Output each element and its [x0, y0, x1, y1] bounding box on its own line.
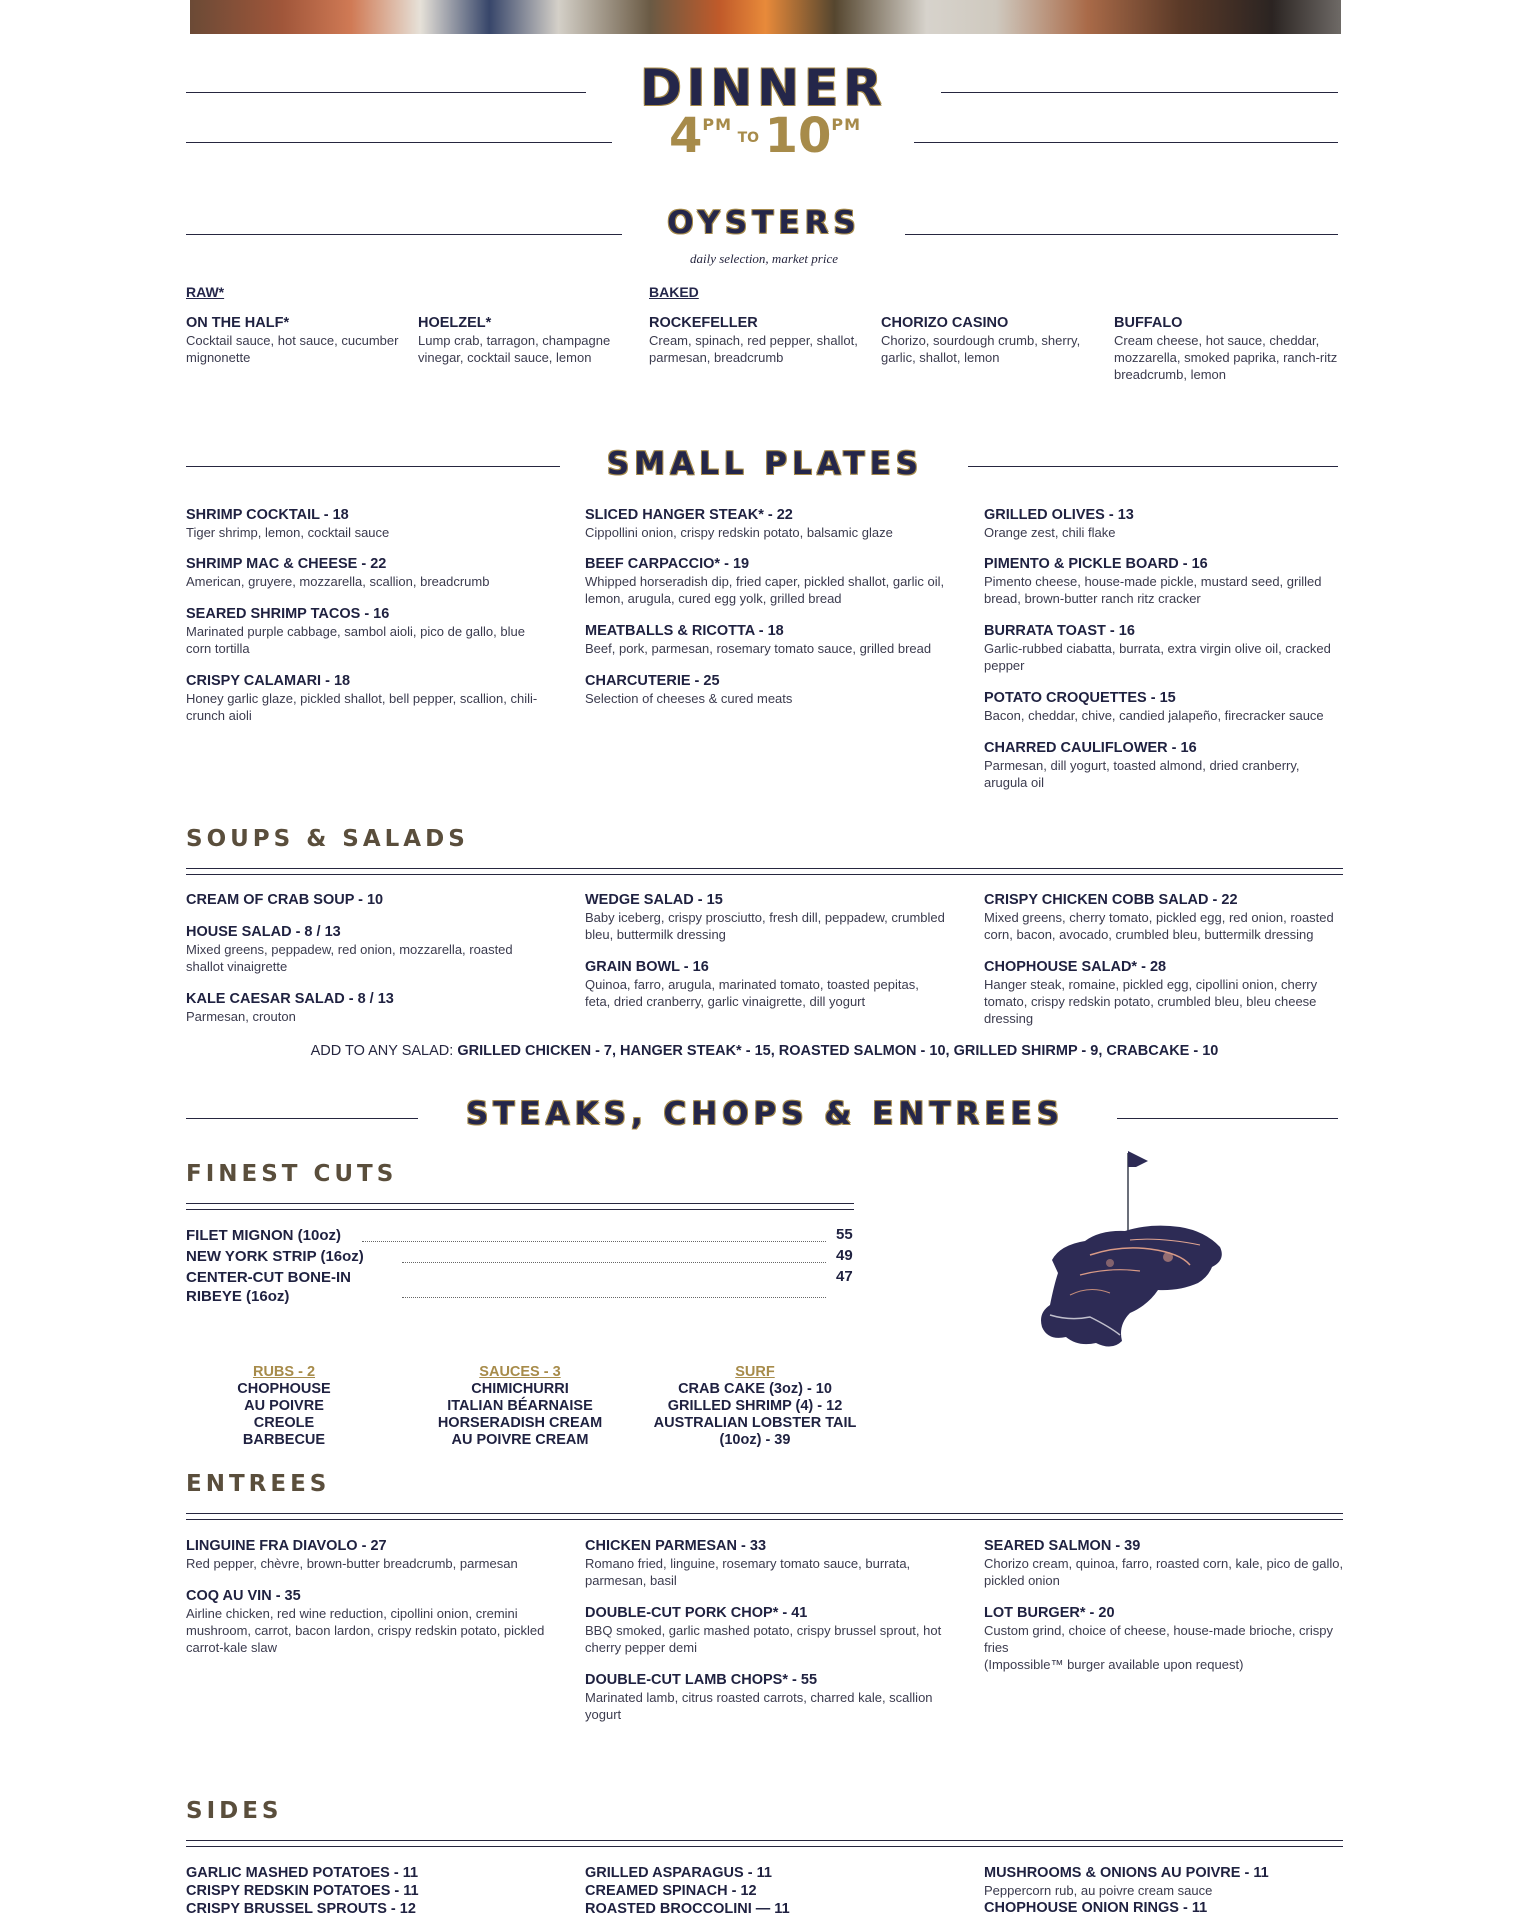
item-name: ON THE HALF*	[186, 315, 290, 331]
double-divider	[186, 1203, 854, 1210]
list-item	[984, 555, 1344, 607]
leader-dots	[362, 1241, 826, 1242]
menu-title: DINNER	[640, 59, 887, 117]
cut-price: 55	[836, 1226, 853, 1243]
item-name: PIMENTO & PICKLE BOARD - 16	[984, 556, 1208, 572]
item-desc: Custom grind, choice of cheese, house-made brioche, crispy fries	[984, 1623, 1334, 1655]
list-item	[585, 622, 945, 657]
item-desc: Chorizo, sourdough crumb, sherry, garlic, shallot, lemon	[881, 333, 1081, 365]
rub-item: CHOPHOUSE	[237, 1381, 331, 1397]
item-name: SLICED HANGER STEAK* - 22	[585, 507, 793, 523]
item-desc: Cream cheese, hot sauce, cheddar, mozzarella, smoked paprika, ranch-ritz breadcrumb, lemon	[1114, 333, 1338, 382]
item-name: CREAMED SPINACH - 12	[585, 1883, 757, 1899]
item-name: CHICKEN PARMESAN - 33	[585, 1538, 767, 1554]
item-desc: Garlic-rubbed ciabatta, burrata, extra virgin olive oil, cracked pepper	[984, 641, 1331, 673]
item-name: GRAIN BOWL - 16	[585, 959, 709, 975]
divider	[1117, 1118, 1338, 1119]
double-divider	[186, 1513, 1343, 1520]
divider	[186, 1118, 418, 1119]
item-name: DOUBLE-CUT LAMB CHOPS* - 55	[585, 1672, 818, 1688]
item-name: LINGUINE FRA DIAVOLO - 27	[186, 1538, 387, 1554]
item-name: COQ AU VIN - 35	[186, 1588, 301, 1604]
list-item	[585, 555, 945, 607]
list-item	[585, 1604, 945, 1656]
item-name: SEARED SHRIMP TACOS - 16	[186, 606, 390, 622]
item-name: LOT BURGER* - 20	[984, 1605, 1115, 1621]
item-name: ROASTED BROCCOLINI — 11	[585, 1901, 790, 1917]
list-item	[585, 672, 945, 707]
divider	[914, 142, 1338, 143]
oysters-note: daily selection, market price	[689, 251, 838, 266]
surf-item: AUSTRALIAN LOBSTER TAIL	[653, 1415, 857, 1431]
item-desc: Red pepper, chèvre, brown-butter breadcrumb, parmesan	[186, 1556, 518, 1571]
item-name: MUSHROOMS & ONIONS AU POIVRE - 11	[984, 1865, 1269, 1881]
sauce-item: HORSERADISH CREAM	[437, 1415, 603, 1431]
rub-item: BARBECUE	[242, 1432, 326, 1448]
item-desc: Beef, pork, parmesan, rosemary tomato sauce, grilled bread	[585, 641, 932, 656]
hours-start: 4	[668, 108, 703, 164]
section-title-oysters: OYSTERS	[667, 205, 861, 241]
item-desc: Mixed greens, peppadew, red onion, mozzarella, roasted shallot vinaigrette	[186, 942, 513, 974]
item-name: CHOPHOUSE ONION RINGS - 11	[984, 1900, 1208, 1916]
sauce-item: AU POIVRE CREAM	[451, 1432, 589, 1448]
cut-price: 49	[836, 1247, 853, 1264]
item-desc: Peppercorn rub, au poivre cream sauce	[984, 1883, 1213, 1898]
item-desc: BBQ smoked, garlic mashed potato, crispy brussel sprout, hot cherry pepper demi	[585, 1623, 942, 1655]
sauce-item: ITALIAN BÉARNAISE	[447, 1398, 593, 1414]
double-divider	[186, 1840, 1343, 1847]
list-item	[186, 555, 546, 590]
hours-end: 10	[764, 108, 832, 164]
list-item	[186, 506, 546, 541]
cut-name: FILET MIGNON (10oz)	[186, 1227, 341, 1244]
item-name: CRISPY CALAMARI - 18	[186, 673, 351, 689]
list-item	[585, 1864, 945, 1918]
list-item	[186, 672, 546, 724]
item-desc: Hanger steak, romaine, pickled egg, cipollini onion, cherry tomato, crispy redskin potato, crumbled bleu, bleu cheese dressing	[984, 977, 1318, 1026]
rub-item: AU POIVRE	[244, 1398, 324, 1414]
item-name: CRISPY CHICKEN COBB SALAD - 22	[984, 892, 1238, 908]
rubs-column	[204, 1364, 364, 1449]
item-desc: Marinated lamb, citrus roasted carrots, charred kale, scallion yogurt	[585, 1690, 933, 1722]
hours-start-suffix: PM	[702, 115, 732, 134]
addon-items: GRILLED CHICKEN - 7, HANGER STEAK* - 15, ROASTED SALMON - 10, GRILLED SHIRMP - 9, CRABCAKE - 10	[457, 1043, 1219, 1059]
surf-item: CRAB CAKE (3oz) - 10	[678, 1381, 832, 1397]
cut-name: NEW YORK STRIP (16oz)	[186, 1248, 364, 1265]
item-name: BUFFALO	[1114, 315, 1183, 331]
item-desc: Parmesan, crouton	[186, 1009, 296, 1024]
item-name: KALE CAESAR SALAD - 8 / 13	[186, 991, 394, 1007]
divider	[941, 92, 1338, 93]
cut-price: 47	[836, 1268, 853, 1285]
divider	[186, 142, 612, 143]
leader-dots	[402, 1262, 826, 1263]
surf-item: GRILLED SHRIMP (4) - 12	[667, 1398, 843, 1414]
list-item	[186, 891, 546, 909]
item-name: GRILLED OLIVES - 13	[984, 507, 1134, 523]
item-name: CHARRED CAULIFLOWER - 16	[984, 740, 1197, 756]
item-name: POTATO CROQUETTES - 15	[984, 690, 1176, 706]
divider	[186, 234, 622, 235]
list-item	[186, 1864, 546, 1918]
item-desc: Cream, spinach, red pepper, shallot, parmesan, breadcrumb	[649, 333, 858, 365]
rubs-head: RUBS - 2	[252, 1364, 316, 1380]
list-item	[186, 990, 546, 1025]
list-item	[984, 739, 1344, 791]
item-desc: Airline chicken, red wine reduction, cipollini onion, cremini mushroom, carrot, bacon lardon, crispy redskin potato, pickled carrot-kale slaw	[186, 1606, 545, 1655]
item-name: CRISPY REDSKIN POTATOES - 11	[186, 1883, 419, 1899]
list-item	[984, 622, 1344, 674]
list-item	[585, 506, 945, 541]
item-name: SEARED SALMON - 39	[984, 1538, 1141, 1554]
divider	[186, 466, 560, 467]
item-desc: Orange zest, chili flake	[984, 525, 1116, 540]
item-name: GRILLED ASPARAGUS - 11	[585, 1865, 772, 1881]
item-name: BURRATA TOAST - 16	[984, 623, 1135, 639]
list-item	[186, 1537, 546, 1572]
item-name: HOELZEL*	[418, 315, 492, 331]
list-item	[186, 1587, 546, 1656]
list-item	[881, 314, 1101, 366]
item-desc: Cocktail sauce, hot sauce, cucumber mignonette	[186, 333, 399, 365]
item-desc: Pimento cheese, house-made pickle, mustard seed, grilled bread, brown-butter ranch ritz cracker	[984, 574, 1322, 606]
addon-label: ADD TO ANY SALAD:	[310, 1043, 454, 1059]
surf-item: (10oz) - 39	[719, 1432, 791, 1448]
list-item	[984, 1537, 1344, 1589]
item-desc: Romano fried, linguine, rosemary tomato sauce, burrata, parmesan, basil	[585, 1556, 911, 1588]
item-desc: Whipped horseradish dip, fried caper, pickled shallot, garlic oil, lemon, arugula, cured egg yolk, grilled bread	[585, 574, 945, 606]
surf-column	[650, 1364, 860, 1449]
item-desc: Cippollini onion, crispy redskin potato, balsamic glaze	[585, 525, 893, 540]
list-item	[984, 1604, 1344, 1673]
oysters-baked-label: BAKED	[649, 284, 699, 300]
list-item	[585, 1671, 945, 1723]
item-name: WEDGE SALAD - 15	[585, 892, 723, 908]
item-desc: Tiger shrimp, lemon, cocktail sauce	[186, 525, 390, 540]
item-desc: Quinoa, farro, arugula, marinated tomato, toasted pepitas, feta, dried cranberry, garlic vinaigrette, dill yogurt	[585, 977, 919, 1009]
list-item	[186, 923, 546, 975]
item-desc: Parmesan, dill yogurt, toasted almond, dried cranberry, arugula oil	[984, 758, 1300, 790]
hours-end-suffix: PM	[831, 115, 862, 134]
item-desc: Honey garlic glaze, pickled shallot, bell pepper, scallion, chili-crunch aioli	[186, 691, 538, 723]
item-desc: Mixed greens, cherry tomato, pickled egg, red onion, roasted corn, bacon, avocado, crumbled bleu, buttermilk dressing	[984, 910, 1334, 942]
item-desc: Selection of cheeses & cured meats	[585, 691, 793, 706]
divider	[186, 92, 586, 93]
list-item	[585, 1537, 945, 1589]
sauces-head: SAUCES - 3	[479, 1364, 561, 1380]
list-item	[585, 891, 945, 943]
section-title-sides: SIDES	[186, 1798, 283, 1824]
section-title-soups-salads: SOUPS & SALADS	[186, 826, 469, 852]
list-item	[585, 958, 945, 1010]
item-name: SHRIMP COCKTAIL - 18	[186, 507, 349, 523]
sauces-column	[420, 1364, 620, 1449]
item-name: MEATBALLS & RICOTTA - 18	[585, 623, 784, 639]
list-item	[1114, 314, 1344, 383]
hours-to: TO	[737, 130, 760, 146]
list-item	[984, 506, 1344, 541]
item-name: SHRIMP MAC & CHEESE - 22	[186, 556, 387, 572]
item-desc: American, gruyere, mozzarella, scallion, breadcrumb	[186, 574, 490, 589]
item-desc: Marinated purple cabbage, sambol aioli, pico de gallo, blue corn tortilla	[186, 624, 525, 656]
list-item	[186, 605, 546, 657]
item-name: GARLIC MASHED POTATOES - 11	[186, 1865, 419, 1881]
cut-name: CENTER-CUT BONE-IN RIBEYE (16oz)	[186, 1269, 351, 1305]
list-item	[984, 958, 1344, 1027]
item-name: HOUSE SALAD - 8 / 13	[186, 924, 341, 940]
item-name: CHOPHOUSE SALAD* - 28	[984, 959, 1167, 975]
item-desc: Baby iceberg, crispy prosciutto, fresh dill, peppadew, crumbled bleu, buttermilk dressing	[585, 910, 945, 942]
leader-dots	[402, 1297, 826, 1298]
item-note: (Impossible™ burger available upon request)	[984, 1657, 1244, 1672]
double-divider	[186, 868, 1343, 875]
surf-head: SURF	[735, 1364, 775, 1380]
divider	[905, 234, 1338, 235]
item-name: CRISPY BRUSSEL SPROUTS - 12	[186, 1901, 416, 1917]
section-title-entrees: ENTREES	[186, 1471, 331, 1497]
list-item	[649, 314, 869, 366]
rub-item: CREOLE	[253, 1415, 315, 1431]
item-name: DOUBLE-CUT PORK CHOP* - 41	[585, 1605, 808, 1621]
list-item	[984, 891, 1344, 943]
item-name: BEEF CARPACCIO* - 19	[585, 556, 750, 572]
item-desc: Lump crab, tarragon, champagne vinegar, cocktail sauce, lemon	[418, 333, 611, 365]
steak-with-flag-illustration	[1030, 1145, 1230, 1375]
divider	[968, 466, 1338, 467]
section-title-small-plates: SMALL PLATES	[606, 446, 924, 482]
item-desc: Chorizo cream, quinoa, farro, roasted corn, kale, pico de gallo, pickled onion	[984, 1556, 1344, 1588]
hero-food-photo	[190, 0, 1341, 34]
item-name: CHORIZO CASINO	[881, 315, 1009, 331]
list-item	[984, 689, 1344, 724]
oysters-raw-label: RAW*	[186, 284, 225, 300]
item-name: CREAM OF CRAB SOUP - 10	[186, 892, 384, 908]
salad-addons	[186, 1043, 1343, 1059]
sauce-item: CHIMICHURRI	[471, 1381, 569, 1397]
item-desc: Bacon, cheddar, chive, candied jalapeño, firecracker sauce	[984, 708, 1324, 723]
list-item	[984, 1864, 1344, 1917]
item-name: ROCKEFELLER	[649, 315, 758, 331]
section-title-steaks: STEAKS, CHOPS & ENTREES	[465, 1096, 1065, 1132]
list-item	[186, 314, 406, 366]
hours	[645, 108, 885, 164]
section-title-finest-cuts: FINEST CUTS	[186, 1161, 398, 1187]
item-name: CHARCUTERIE - 25	[585, 673, 720, 689]
list-item	[418, 314, 638, 366]
